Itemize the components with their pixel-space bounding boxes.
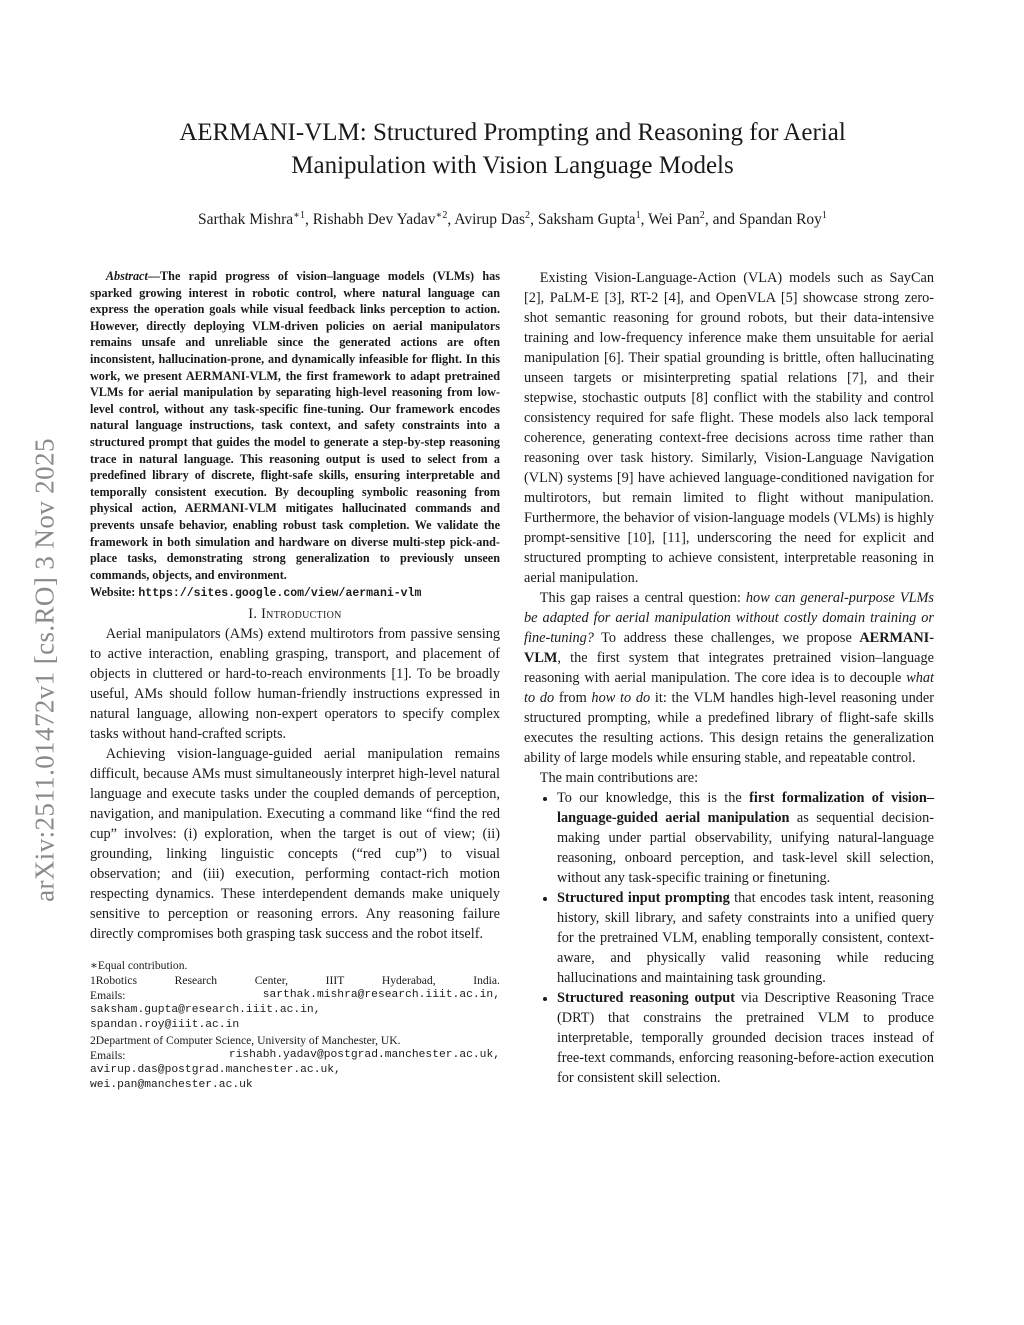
author-affiliation-mark: ∗1 bbox=[293, 209, 306, 221]
email-address[interactable]: wei.pan@manchester.ac.uk bbox=[90, 1078, 253, 1091]
author-separator: , bbox=[640, 211, 649, 228]
contribution-highlight: Structured reasoning output bbox=[557, 990, 736, 1006]
abstract-paragraph bbox=[90, 268, 500, 583]
footnotes bbox=[90, 958, 500, 1093]
footnote-emails-1 bbox=[90, 988, 500, 1003]
footnote-emails-2 bbox=[90, 1048, 500, 1063]
text-run: , the first system that integrates pretrained vision–language reasoning with aerial manipulation. The core idea is to decouple bbox=[524, 650, 934, 686]
author-separator: , and bbox=[704, 211, 739, 228]
email-address[interactable]: avirup.das@postgrad.manchester.ac.uk, bbox=[90, 1063, 341, 1076]
intro-paragraph-1: Aerial manipulators (AMs) extend multirotors from passive sensing to active interaction, enabling grasping, transport, and placement of objects in cluttered or hard-to-reach environments [1]. To be broadly useful, AMs should follow human-friendly instructions expressed in natural language, allowing non-expert operators to specify complex tasks without hand-crafted scripts. bbox=[90, 625, 500, 742]
body-paragraph-vla: Existing Vision-Language-Action (VLA) models such as SayCan [2], PaLM-E [3], RT-2 [4], and OpenVLA [5] showcase strong zero-shot semantic reasoning for ground robots, but their data-intensive training and low-frequency inference make them unsuitable for aerial manipulation [6]. Their spatial grounding is brittle, often hallucinating unseen targets or misinterpreting spatial relations [7], and their stepwise, stochastic outputs [8] conflict with the stability and control consistency required for safe flight. These models also lack temporal coherence, generating context-free decisions across time rather than reasoning over task history. Similarly, Vision-Language Navigation (VLN) systems [9] have achieved language-conditioned navigation for multirotors, but remain limited to flight without manipulation. Furthermore, the behavior of vision-language models (VLMs) is highly prompt-sensitive [10], [11], underscoring the need for explicit and structured prompting to achieve consistent, interpretable reasoning in aerial manipulation. bbox=[524, 270, 934, 586]
email-address[interactable]: saksham.gupta@research.iiit.ac.in, bbox=[90, 1003, 321, 1016]
author-name: Saksham Gupta bbox=[537, 211, 636, 228]
section-number: I. bbox=[248, 605, 262, 622]
author-separator: , bbox=[305, 211, 313, 228]
emails-label: Emails: bbox=[90, 988, 126, 1002]
author-name: Spandan Roy bbox=[738, 211, 822, 228]
text-run: This gap raises a central question: bbox=[539, 590, 746, 606]
arxiv-identifier-stamp bbox=[20, 375, 70, 965]
text-run: via Descriptive Reasoning Trace (DRT) that constrains the pretrained VLM to produce interpretable, temporally grounded decision traces instead of free-text commands, enforcing reasoning-before-action execution for consistent skill selection. bbox=[557, 990, 934, 1086]
abstract-label: Abstract bbox=[105, 269, 148, 283]
section-heading-introduction bbox=[90, 604, 500, 624]
contribution-highlight: first formalization of vision–language-guided aerial manipulation bbox=[557, 790, 934, 826]
footnote-word: Research bbox=[174, 973, 218, 987]
project-website bbox=[90, 584, 500, 603]
author-affiliation-mark: 2 bbox=[699, 209, 705, 221]
author-affiliation-mark: 1 bbox=[635, 209, 641, 221]
footnote-word: IIIT bbox=[325, 973, 345, 987]
text-run: as sequential decision-making under partial observability, unifying natural-language reasoning, onboard perception, and task-level skill selection, without any task-specific training or finetuning. bbox=[557, 810, 934, 886]
footnote-word: Center, bbox=[254, 973, 289, 987]
section-title: Introduction bbox=[261, 605, 342, 622]
author-separator: , bbox=[447, 211, 455, 228]
footnote-equal-contribution: ∗Equal contribution. bbox=[90, 958, 188, 972]
footnote-word: India. bbox=[473, 973, 500, 987]
author-name: Sarthak Mishra bbox=[198, 211, 294, 228]
paper-title bbox=[110, 116, 915, 182]
footnote-word: 1Robotics bbox=[90, 973, 138, 987]
footnote-affiliation-1 bbox=[90, 973, 500, 988]
arxiv-id-text: arXiv:2511.01472v1 [cs.RO] 3 Nov 2025 bbox=[29, 438, 60, 902]
abstract-dash: — bbox=[147, 269, 161, 283]
footnote-word: Hyderabad, bbox=[381, 973, 436, 987]
contribution-item bbox=[557, 788, 934, 888]
text-run: that encodes task intent, reasoning history, skill library, and safety constraints into a unified query for the pretrained VLM, enabling temporally consistent, context-aware, and physically valid reasoning while reducing hallucinations and maintaining task grounding. bbox=[557, 890, 934, 986]
abstract-text: The rapid progress of vision–language models (VLMs) has sparked growing interest in robotic control, where natural language can express the operation goals while visual feedback links perception to action. However, directly deploying VLM-driven policies on aerial manipulators remains unsafe and unreliable since the generated actions are often inconsistent, hallucination-prone, and dynamically infeasible for flight. In this work, we present AERMANI-VLM, the first framework to adapt pretrained VLMs for aerial manipulation by separating high-level reasoning from low-level control, without any task-specific fine-tuning. Our framework encodes natural language instructions, task context, and safety constraints into a structured prompt that guides the model to generate a step-by-step reasoning trace in natural language. This reasoning output is used to select from a predefined library of discrete, flight-safe skills, ensuring interpretable and temporally consistent execution. By decoupling symbolic reasoning from physical action, AERMANI-VLM mitigates hallucinated commands and prevents unsafe behavior, enabling robust task completion. We validate the framework in both simulation and hardware on diverse multi-step pick-and-place tasks, demonstrating strong generalization to previously unseen commands, objects, and environment. bbox=[90, 269, 500, 582]
system-name: AERMANI-VLM bbox=[524, 630, 934, 666]
emphasis-question: how can general-purpose VLMs be adapted for aerial manipulation without costly domain training or fine-tuning? bbox=[524, 590, 934, 646]
contributions-list bbox=[524, 788, 934, 1088]
website-link[interactable]: https://sites.google.com/view/aermani-vlm bbox=[138, 587, 422, 601]
email-address[interactable]: rishabh.yadav@postgrad.manchester.ac.uk, bbox=[228, 1048, 500, 1061]
emphasis-what: what to do bbox=[524, 670, 934, 706]
emphasis-how: how to do bbox=[591, 690, 651, 706]
contribution-item bbox=[557, 888, 934, 988]
contribution-highlight: Structured input prompting bbox=[557, 890, 730, 906]
author-affiliation-mark: 2 bbox=[525, 209, 531, 221]
author-affiliation-mark: ∗2 bbox=[435, 209, 448, 221]
website-label: Website: bbox=[90, 585, 139, 600]
email-address[interactable]: spandan.roy@iiit.ac.in bbox=[90, 1018, 240, 1031]
author-list bbox=[90, 209, 935, 231]
email-address[interactable]: sarthak.mishra@research.iiit.ac.in, bbox=[262, 988, 500, 1001]
text-run: To address these challenges, we propose bbox=[593, 630, 860, 646]
text-run: it: the VLM handles high-level reasoning under structured prompting, while a predefined library of flight-safe skills executes the resulting actions. This design retains the generalization ability of large models while ensuring stable, and repeatable control. bbox=[524, 690, 934, 766]
left-column bbox=[90, 268, 500, 1093]
title-line-1: AERMANI-VLM: Structured Prompting and Reasoning for Aerial bbox=[179, 119, 846, 146]
body-paragraph-gap bbox=[524, 588, 934, 768]
author-separator: , bbox=[530, 211, 538, 228]
text-run: To our knowledge, this is the bbox=[557, 790, 750, 806]
author-affiliation-mark: 1 bbox=[821, 209, 827, 221]
contributions-intro: The main contributions are: bbox=[539, 770, 699, 786]
author-name: Wei Pan bbox=[648, 211, 700, 228]
footnote-affiliation-2: 2Department of Computer Science, University of Manchester, UK. bbox=[90, 1033, 401, 1047]
author-name: Rishabh Dev Yadav bbox=[312, 211, 436, 228]
emails-label: Emails: bbox=[90, 1048, 126, 1062]
intro-paragraph-2: Achieving vision-language-guided aerial manipulation remains difficult, because AMs must simultaneously interpret high-level natural language and execute tasks under the coupled demands of perception, navigation, and manipulation. Executing a command like “find the red cup” involves: (i) exploration, when the target is out of view; (ii) grounding, linking linguistic concepts (“red cup”) to visual observation; and (iii) execution, performing contact-rich motion respecting dynamics. These interdependent demands make uniquely sensitive to perception or reasoning errors. Any reasoning failure directly compromises both grasping task success and the robot itself. bbox=[90, 745, 500, 942]
text-run: from bbox=[554, 690, 592, 706]
contribution-item bbox=[557, 988, 934, 1088]
title-line-2: Manipulation with Vision Language Models bbox=[291, 152, 734, 179]
abstract bbox=[90, 268, 500, 583]
right-column bbox=[524, 268, 934, 1088]
author-name: Avirup Das bbox=[454, 211, 526, 228]
